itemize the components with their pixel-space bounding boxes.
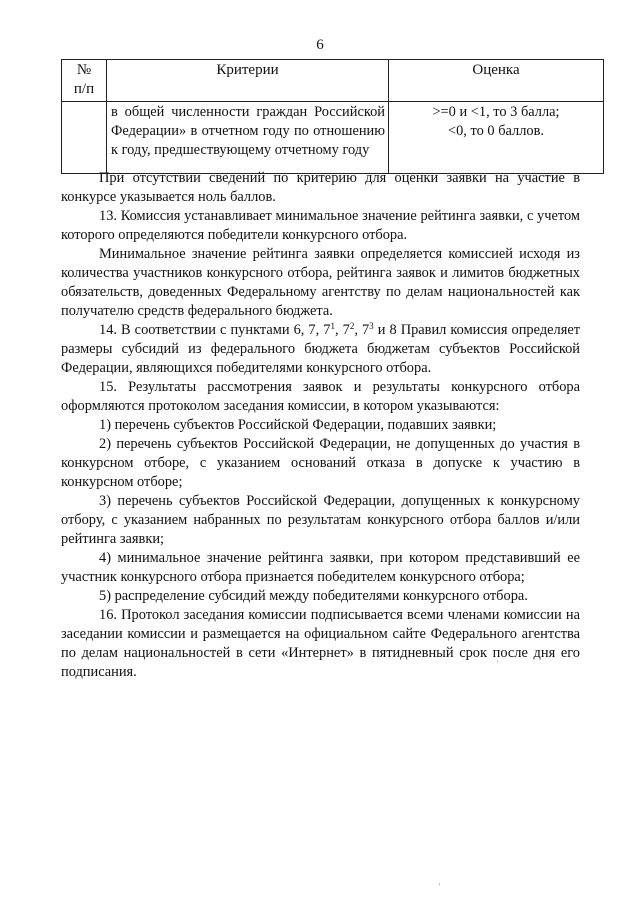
paragraph-no-data: При отсутствии сведений по критерию для оценки заявки на участие в конкурсе указывается ноль баллов. [61,170,580,205]
document-body [61,169,580,682]
cell-criteria [107,102,389,174]
header-num: № п/п [62,60,107,102]
scan-speck: ' [496,659,499,670]
scan-speck: ' [438,882,441,893]
criteria-table [61,59,604,174]
list-item-4: 4) минимальное значение рейтинга заявки, при котором представивший ее участник конкурсного отбора признается победителем конкурсного отбора; [61,550,580,585]
page-number: 6 [316,37,324,53]
list-item-5: 5) распределение субсидий между победителями конкурсного отбора. [99,588,528,604]
cell-num [62,102,107,174]
paragraph-13: 13. Комиссия устанавливает минимальное значение рейтинга заявки, с учетом которого определяются победители конкурсного отбора. [61,208,580,243]
table-row [62,102,604,174]
paragraph-min-rating: Минимальное значение рейтинга заявки определяется комиссией исходя из количества участников конкурсного отбора, рейтинга заявок и лимитов бюджетных обязательств, доведенных Федеральному агентству по делам национальностей как получателю средств федерального бюджета. [61,246,580,319]
criteria-text: в общей численности граждан Российской Федерации» в отчетном году по отношению к году, предшествующему отчетному году [111,104,385,158]
score-text [389,102,603,141]
paragraph-16: 16. Протокол заседания комиссии подписывается всеми членами комиссии на заседании комиссии и размещается на официальном сайте Федерального агентства по делам национальностей в сети «Интернет» в пятидневный срок после дня его подписания. [61,607,580,680]
score-line-2: <0, то 0 баллов. [448,123,544,139]
header-criteria: Критерии [107,60,389,102]
paragraph-15: 15. Результаты рассмотрения заявок и результаты конкурсного отбора оформляются протоколом заседания комиссии, в котором указываются: [61,379,580,414]
list-item-1: 1) перечень субъектов Российской Федерации, подавших заявки; [99,417,497,433]
list-item-3: 3) перечень субъектов Российской Федерации, допущенных к конкурсному отбору, с указанием набранных по результатам конкурсного отбора баллов и/или рейтинга заявки; [61,493,580,547]
paragraph-14: 14. В соответствии с пунктами 6, 7, $7^1$, $7^2$, $7^3$ и 8 Правил комиссия определяет размеры субсидий из федерального бюджета бюджетам субъектов Российской Федерации, являющихся победителями конкурсного отбора. [61,321,581,376]
list-item-2: 2) перечень субъектов Российской Федерации, не допущенных до участия в конкурсном отборе, с указанием оснований отказа в допуске к участию в конкурсном отборе; [61,436,580,490]
table-header-row [62,60,604,102]
header-score: Оценка [389,60,604,102]
cell-score [389,102,604,174]
score-line-1: >=0 и <1, то 3 балла; [432,104,560,120]
